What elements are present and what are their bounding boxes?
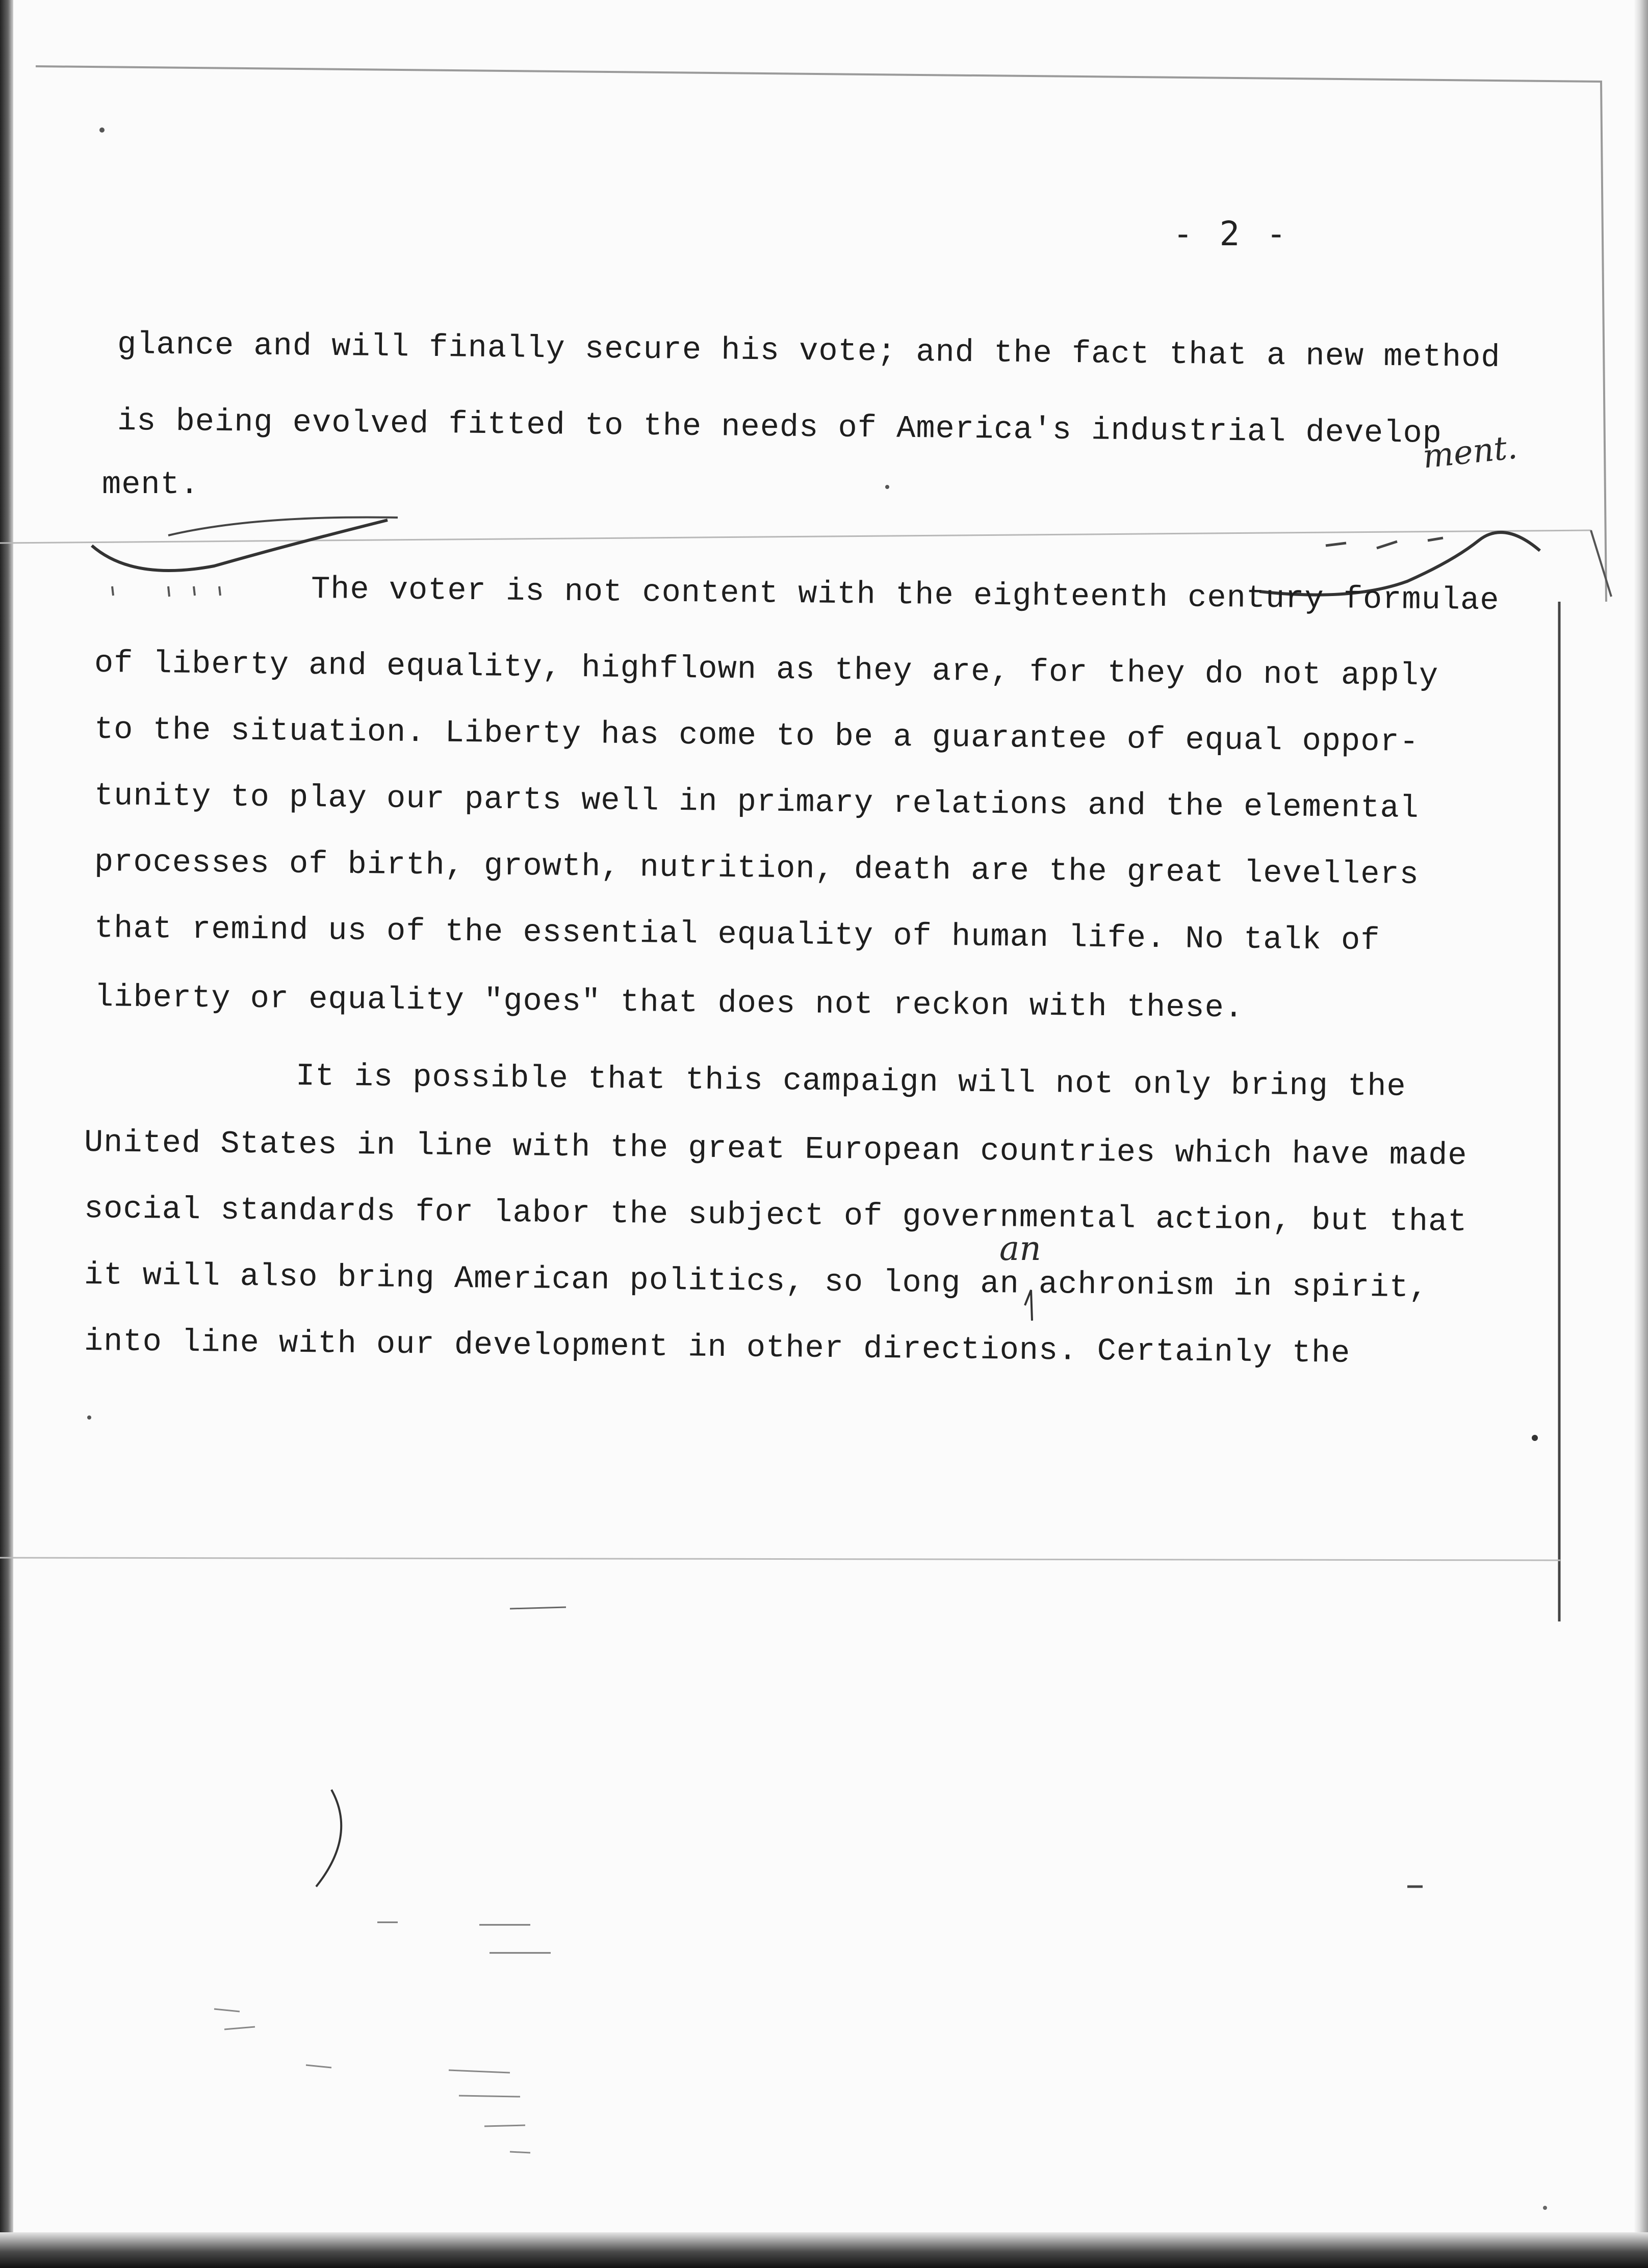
text-line: social standards for labor the subject of governmental action, but that: [84, 1191, 1467, 1241]
text-line: of liberty and equality, highflown as they are, for they do not apply: [94, 645, 1439, 694]
text-line: It is possible that this campaign will not only bring the: [295, 1058, 1406, 1105]
text-line: to the situation. Liberty has come to be a guarantee of equal oppor-: [94, 711, 1420, 760]
handwritten-insertion: an: [999, 1229, 1041, 1268]
text-line: liberty or equality "goes" that does not reckon with these.: [94, 979, 1244, 1026]
text-line: is being evolved fitted to the needs of America's industrial develop: [117, 403, 1443, 452]
text-line: tunity to play our parts well in primary relations and the elemental: [94, 778, 1420, 827]
text-line: that remind us of the essential equality of human life. No talk of: [94, 910, 1380, 959]
text-line: ment.: [102, 467, 200, 503]
text-line: United States in line with the great European countries which have made: [84, 1124, 1467, 1174]
handwritten-correction: ment.: [1421, 428, 1520, 476]
page-number: - 2 -: [1173, 214, 1290, 253]
text-line: into line with our development in other directions. Certainly the: [84, 1323, 1351, 1372]
text-line: it will also bring American politics, so long an achronism in spirit,: [84, 1257, 1429, 1306]
text-line: The voter is not content with the eighteenth century formulae: [311, 571, 1500, 619]
text-line: processes of birth, growth, nutrition, death are the great levellers: [94, 844, 1420, 893]
text-line: glance and will finally secure his vote; and the fact that a new method: [117, 326, 1501, 376]
